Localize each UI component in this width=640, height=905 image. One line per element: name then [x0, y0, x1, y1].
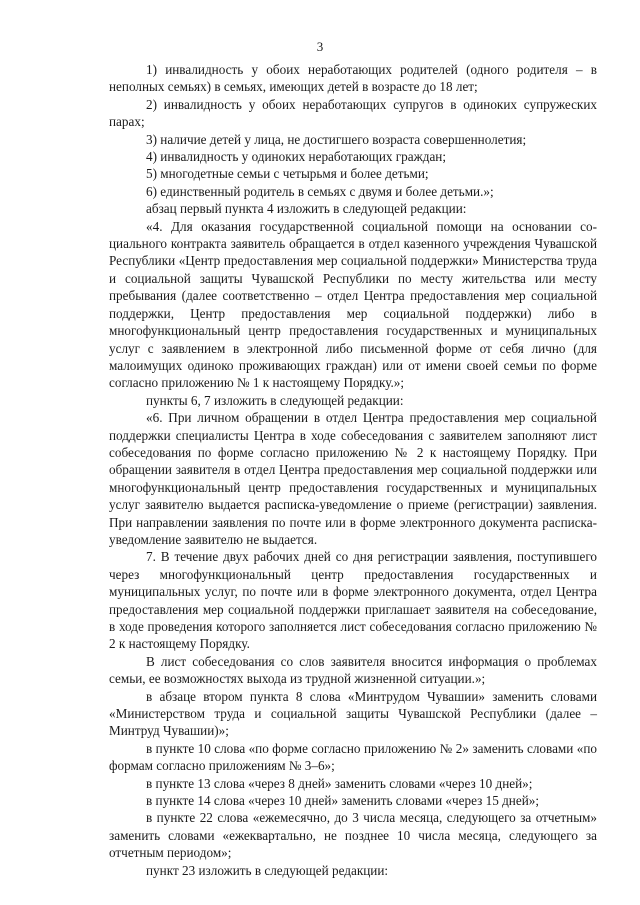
paragraph-amendment-clause-13: в пункте 13 слова «через 8 дней» заменить словами «через 10 дней»; — [146, 775, 533, 791]
paragraph-clause-6: «6. При личном обращении в отдел Центра предоставления мер социальной поддержки специалисты Центра в ходе собеседования с заявителем заполняют лист собеседования по форме согласно приложению № 2 к настоящему Порядку. При обращении заявителя в отдел Центра предоставления мер социальной поддержки или многофункциональный центр предоставления государственных и муниципальных услуг заявителю выдается расписка-уведомление о приеме (регистрации) заявления. При направлении заявления по почте или в форме электронного документа расписка-уведомление заявителю не выдается. — [109, 410, 597, 547]
paragraph-amendment-clause-14: в пункте 14 слова «через 10 дней» заменить словами «через 15 дней»; — [146, 793, 540, 809]
paragraph-item-5: 5) многодетные семьи с четырьмя и более детьми; — [146, 166, 429, 182]
paragraph-amendment-clause-8: в абзаце втором пункта 8 слова «Минтрудом Чувашии» заменить словами «Министерством труда и социальной защиты Чувашской Республики (далее – Минтруд Чувашии)»; — [109, 688, 597, 739]
paragraph-amendment-clause-4: абзац первый пункта 4 изложить в следующей редакции: — [146, 201, 467, 217]
page-number: 3 — [316, 39, 324, 54]
paragraph-item-2: 2) инвалидность у обоих неработающих супругов в одиноких супружеских парах; — [109, 96, 597, 130]
paragraph-item-1: 1) инвалидность у обоих неработающих родителей (одного родителя – в неполных семьях) в семьях, имеющих детей в возрасте до 18 лет; — [109, 62, 597, 95]
paragraph-clause-4: «4. Для оказания государственной социальной помощи на основании социального контракта заявитель обращается в отдел казенного учреждения Чувашской Республики «Центр предоставления мер социальной поддержки» Министерства труда и социальной защиты Чувашской Республики по месту жительства или месту пребывания (далее соответственно – отдел Центра предоставления мер социальной поддержки, Центр предоставления мер социальной поддержки) либо в многофункциональный центр предоставления государственных и муниципальных услуг с заявлением в электронной либо письменной форме от себя лично (для малоимущих одиноко проживающих граждан) или от имени своей семьи по форме согласно приложению № 1 к настоящему Порядку.»; — [109, 218, 597, 391]
paragraph-item-6: 6) единственный родитель в семьях с двумя и более детьми.»; — [146, 183, 494, 199]
paragraph-item-4: 4) инвалидность у одиноких неработающих граждан; — [146, 149, 447, 165]
paragraph-interview-sheet: В лист собеседования со слов заявителя вносится информация о проблемах семьи, ее возможностях выхода из трудной жизненной ситуации.»; — [109, 653, 597, 687]
paragraph-amendment-clauses-6-7: пункты 6, 7 изложить в следующей редакции: — [146, 392, 404, 408]
paragraph-amendment-clause-10: в пункте 10 слова «по форме согласно приложению № 2» заменить словами «по формам согласно приложениям № 3–6»; — [109, 740, 597, 774]
paragraph-clause-7: 7. В течение двух рабочих дней со дня регистрации заявления, поступившего через многофункциональный центр предоставления государственных и муниципальных услуг, по почте или в форме электронного документа, отдел Центра предоставления мер социальной поддержки приглашает заявителя на собеседование, в ходе проведения которого заполняется лист собеседования согласно приложению № 2 к настоящему Порядку. — [109, 549, 597, 652]
paragraph-amendment-clause-22: в пункте 22 слова «ежемесячно, до 3 числа месяца, следующего за отчетным» заменить словами «ежеквартально, не позднее 10 числа месяца, следующего за отчетным периодом»; — [109, 810, 597, 861]
document-body — [109, 61, 597, 879]
paragraph-item-3: 3) наличие детей у лица, не достигшего возраста совершеннолетия; — [146, 131, 527, 147]
paragraph-amendment-clause-23: пункт 23 изложить в следующей редакции: — [146, 862, 389, 878]
